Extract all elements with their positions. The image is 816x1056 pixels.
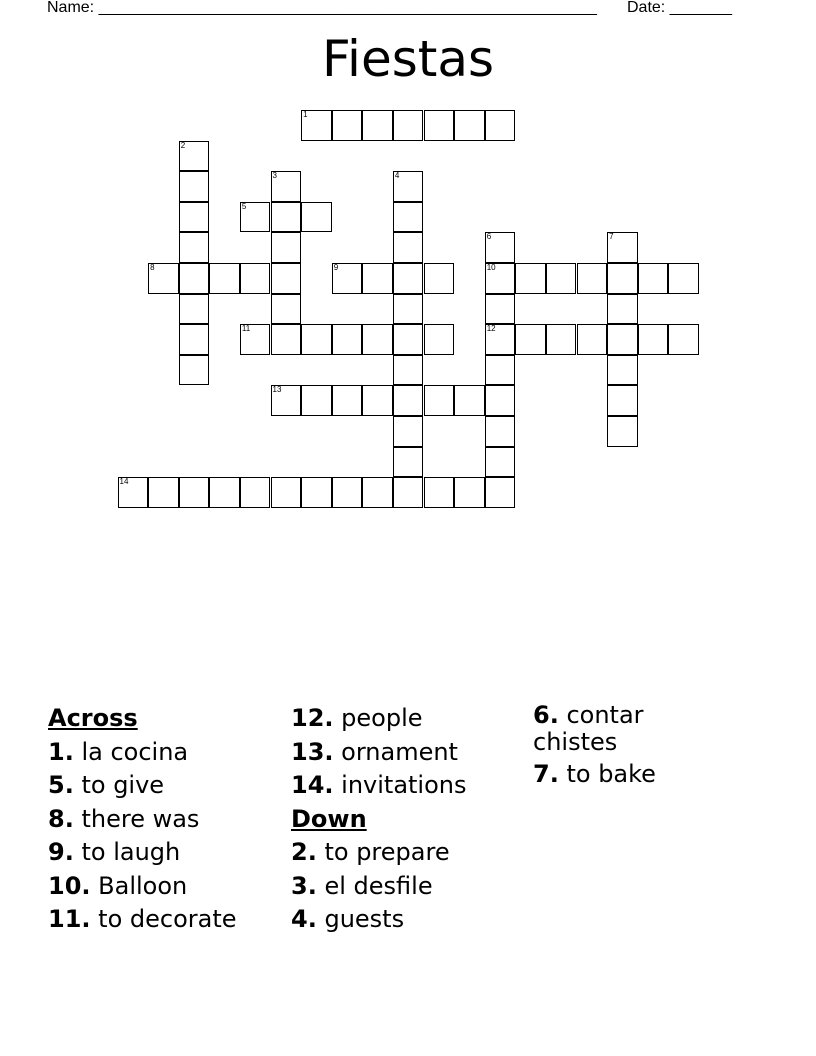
clue-down-7: 7. to bake xyxy=(533,760,656,788)
across-heading: Across xyxy=(48,704,138,732)
crossword-cell[interactable] xyxy=(179,171,210,202)
crossword-cell[interactable] xyxy=(393,171,424,202)
crossword-cell[interactable] xyxy=(301,324,332,355)
crossword-cell[interactable] xyxy=(240,202,271,233)
cell-number: 10 xyxy=(486,263,496,272)
crossword-cell[interactable] xyxy=(515,324,546,355)
crossword-cell[interactable] xyxy=(179,294,210,325)
cell-number: 13 xyxy=(272,385,282,395)
crossword-cell[interactable] xyxy=(607,324,638,355)
crossword-cell[interactable] xyxy=(485,263,516,294)
clue-column-3 xyxy=(533,702,723,792)
clue-column-2 xyxy=(291,702,531,937)
crossword-cell[interactable] xyxy=(485,385,516,416)
crossword-cell[interactable] xyxy=(240,477,271,508)
crossword-cell[interactable] xyxy=(424,263,455,294)
crossword-cell[interactable] xyxy=(393,202,424,233)
crossword-cell[interactable] xyxy=(577,324,608,355)
crossword-cell[interactable] xyxy=(485,232,516,263)
cell-number: 11 xyxy=(241,324,251,334)
name-field-label: Name: ________________________________________________________ xyxy=(47,0,597,16)
crossword-cell[interactable] xyxy=(485,355,516,386)
crossword-cell[interactable] xyxy=(301,110,332,141)
crossword-cell[interactable] xyxy=(485,110,516,141)
crossword-cell[interactable] xyxy=(393,232,424,263)
crossword-cell[interactable] xyxy=(515,263,546,294)
crossword-cell[interactable] xyxy=(362,324,393,355)
crossword-cell[interactable] xyxy=(393,447,424,478)
crossword-cell[interactable] xyxy=(301,202,332,233)
crossword-cell[interactable] xyxy=(454,385,485,416)
crossword-cell[interactable] xyxy=(332,110,363,141)
crossword-cell[interactable] xyxy=(332,263,363,294)
crossword-cell[interactable] xyxy=(271,171,302,202)
crossword-cell[interactable] xyxy=(668,324,699,355)
crossword-cell[interactable] xyxy=(118,477,149,508)
crossword-cell[interactable] xyxy=(271,294,302,325)
crossword-cell[interactable] xyxy=(271,263,302,294)
clue-across-11: 11. to decorate xyxy=(48,905,237,933)
crossword-cell[interactable] xyxy=(577,263,608,294)
crossword-cell[interactable] xyxy=(393,416,424,447)
crossword-cell[interactable] xyxy=(179,355,210,386)
down-heading: Down xyxy=(291,804,367,833)
cell-number: 4 xyxy=(394,171,400,181)
crossword-cell[interactable] xyxy=(179,324,210,355)
cell-number: 9 xyxy=(333,263,339,272)
crossword-cell[interactable] xyxy=(393,294,424,325)
clue-across-8: 8. there was xyxy=(48,804,200,833)
crossword-cell[interactable] xyxy=(393,263,424,294)
crossword-cell[interactable] xyxy=(546,324,577,355)
crossword-cell[interactable] xyxy=(271,202,302,233)
crossword-cell[interactable] xyxy=(179,232,210,263)
clue-across-14: 14. invitations xyxy=(291,771,467,799)
crossword-cell[interactable] xyxy=(240,324,271,355)
crossword-cell[interactable] xyxy=(668,263,699,294)
cell-number: 3 xyxy=(272,171,277,181)
clue-across-1: 1. la cocina xyxy=(48,737,189,766)
clue-across-10: 10. Balloon xyxy=(48,871,188,900)
crossword-cell[interactable] xyxy=(638,324,669,355)
cell-number: 1 xyxy=(303,110,308,119)
cell-number: 6 xyxy=(486,232,492,242)
crossword-cell[interactable] xyxy=(485,324,516,355)
crossword-cell[interactable] xyxy=(393,355,424,386)
crossword-cell[interactable] xyxy=(332,324,363,355)
clue-down-6: 6. contar chistes xyxy=(533,701,644,756)
crossword-cell[interactable] xyxy=(424,385,455,416)
crossword-cell[interactable] xyxy=(393,110,424,141)
crossword-cell[interactable] xyxy=(485,416,516,447)
crossword-cell[interactable] xyxy=(362,477,393,508)
clue-down-3: 3. el desfile xyxy=(291,871,433,900)
crossword-cell[interactable] xyxy=(362,263,393,294)
crossword-cell[interactable] xyxy=(332,477,363,508)
crossword-cell[interactable] xyxy=(424,324,455,355)
crossword-cell[interactable] xyxy=(607,232,638,263)
crossword-cell[interactable] xyxy=(332,385,363,416)
crossword-cell[interactable] xyxy=(424,110,455,141)
crossword-cell[interactable] xyxy=(485,447,516,478)
clue-column-1 xyxy=(48,702,288,937)
cell-number: 12 xyxy=(486,324,496,334)
crossword-cell[interactable] xyxy=(271,324,302,355)
crossword-cell[interactable] xyxy=(271,385,302,416)
crossword-cell[interactable] xyxy=(179,263,210,294)
cell-number: 7 xyxy=(609,232,614,242)
crossword-cell[interactable] xyxy=(271,232,302,263)
crossword-cell[interactable] xyxy=(546,263,577,294)
cell-number: 5 xyxy=(241,201,247,211)
crossword-cell[interactable] xyxy=(424,477,455,508)
crossword-cell[interactable] xyxy=(179,202,210,233)
crossword-cell[interactable] xyxy=(209,477,240,508)
crossword-cell[interactable] xyxy=(179,477,210,508)
clue-across-5: 5. to give xyxy=(48,771,165,799)
clue-across-13: 13. ornament xyxy=(291,737,458,766)
crossword-cell[interactable] xyxy=(454,110,485,141)
crossword-cell[interactable] xyxy=(607,416,638,447)
date-field-label: Date: _______ xyxy=(627,0,732,16)
crossword-cell[interactable] xyxy=(393,385,424,416)
cell-number: 8 xyxy=(150,263,155,272)
clue-down-4: 4. guests xyxy=(291,905,405,933)
cell-number: 14 xyxy=(119,477,129,487)
crossword-cell[interactable] xyxy=(362,110,393,141)
crossword-cell[interactable] xyxy=(454,477,485,508)
crossword-cell[interactable] xyxy=(148,263,179,294)
crossword-cell[interactable] xyxy=(607,294,638,325)
crossword-cell[interactable] xyxy=(179,141,210,172)
crossword-cell[interactable] xyxy=(607,263,638,294)
cell-number: 2 xyxy=(180,140,186,150)
crossword-cell[interactable] xyxy=(271,477,302,508)
crossword-cell[interactable] xyxy=(485,294,516,325)
crossword-cell[interactable] xyxy=(393,324,424,355)
crossword-cell[interactable] xyxy=(607,355,638,386)
crossword-cell[interactable] xyxy=(485,477,516,508)
crossword-cell[interactable] xyxy=(301,477,332,508)
crossword-cell[interactable] xyxy=(148,477,179,508)
crossword-cell[interactable] xyxy=(362,385,393,416)
crossword-cell[interactable] xyxy=(638,263,669,294)
crossword-cell[interactable] xyxy=(393,477,424,508)
clue-across-9: 9. to laugh xyxy=(48,838,181,866)
crossword-cell[interactable] xyxy=(607,385,638,416)
clue-across-12: 12. people xyxy=(291,704,423,732)
clue-down-2: 2. to prepare xyxy=(291,838,450,866)
crossword-cell[interactable] xyxy=(209,263,240,294)
crossword-cell[interactable] xyxy=(240,263,271,294)
page-title: Fiestas xyxy=(321,30,495,88)
crossword-cell[interactable] xyxy=(301,385,332,416)
